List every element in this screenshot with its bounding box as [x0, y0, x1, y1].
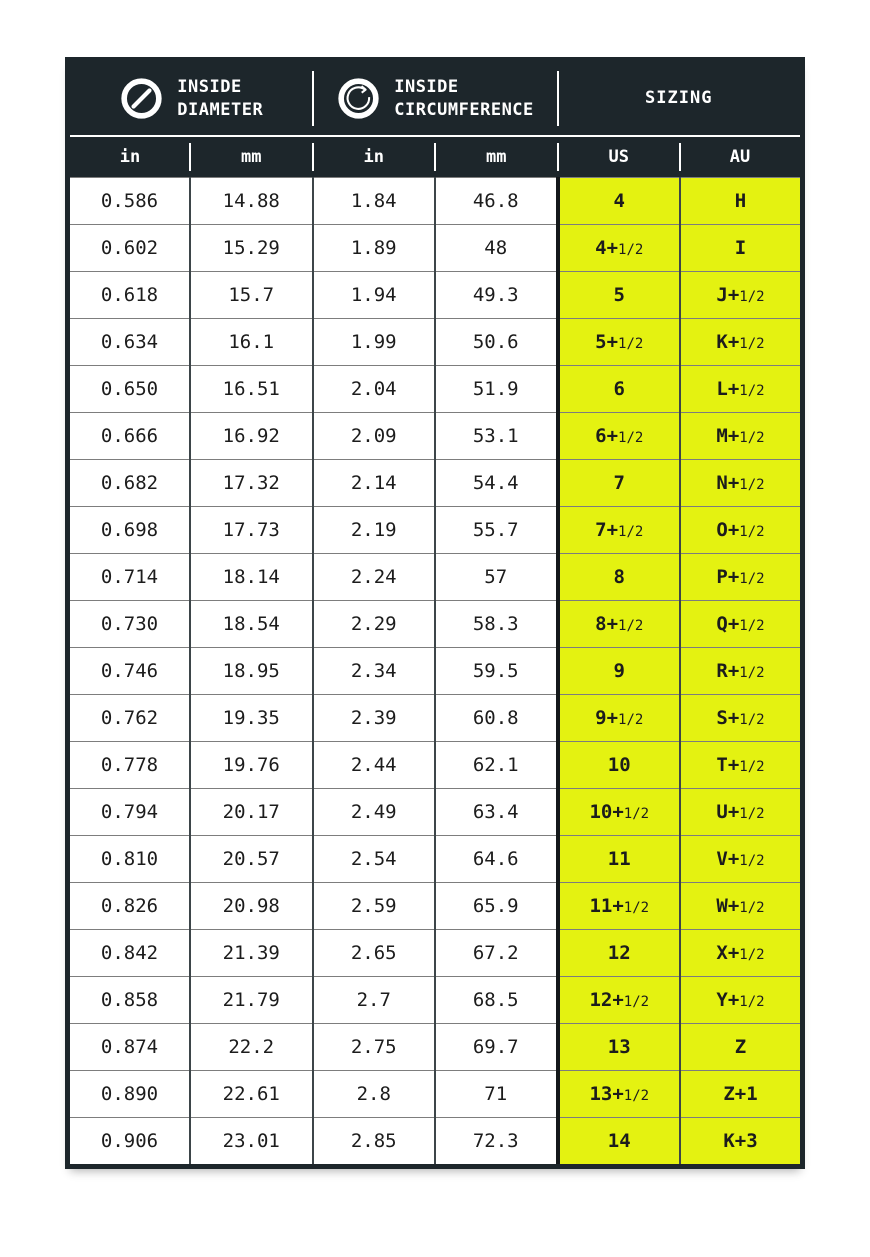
cell-inside-circumference-in: 2.49	[313, 789, 436, 836]
cell-size-us: 12	[558, 930, 681, 977]
cell-size-au: H	[680, 178, 803, 225]
cell-size-us: 8+1/2	[558, 601, 681, 648]
table-row	[68, 413, 803, 460]
cell-inside-diameter-mm: 19.35	[190, 695, 313, 742]
cell-size-au: W+1/2	[680, 883, 803, 930]
cell-inside-circumference-in: 2.34	[313, 648, 436, 695]
cell-size-us: 12+1/2	[558, 977, 681, 1024]
cell-inside-circumference-mm: 48	[435, 225, 558, 272]
table-row	[68, 601, 803, 648]
cell-inside-circumference-in: 2.09	[313, 413, 436, 460]
cell-inside-diameter-in: 0.762	[68, 695, 191, 742]
cell-size-au: U+1/2	[680, 789, 803, 836]
cell-size-us: 14	[558, 1118, 681, 1167]
table-row	[68, 225, 803, 272]
table-row	[68, 178, 803, 225]
cell-inside-circumference-in: 2.19	[313, 507, 436, 554]
cell-size-au: M+1/2	[680, 413, 803, 460]
header-inside-diameter	[68, 60, 313, 137]
cell-size-au: P+1/2	[680, 554, 803, 601]
cell-inside-circumference-in: 1.94	[313, 272, 436, 319]
table-row	[68, 742, 803, 789]
cell-inside-circumference-mm: 50.6	[435, 319, 558, 366]
cell-inside-diameter-in: 0.730	[68, 601, 191, 648]
table-row	[68, 554, 803, 601]
ring-size-table	[65, 57, 805, 1169]
header-label-line: DIAMETER	[177, 99, 264, 120]
cell-inside-circumference-in: 2.7	[313, 977, 436, 1024]
header-inside-circumference-label	[394, 76, 534, 120]
table-row	[68, 930, 803, 977]
cell-inside-diameter-mm: 21.79	[190, 977, 313, 1024]
cell-inside-diameter-mm: 15.7	[190, 272, 313, 319]
cell-inside-circumference-mm: 54.4	[435, 460, 558, 507]
header-label-line: CIRCUMFERENCE	[394, 99, 534, 120]
cell-inside-diameter-mm: 16.92	[190, 413, 313, 460]
column-header-diameter-mm: mm	[190, 136, 313, 178]
cell-inside-diameter-mm: 18.54	[190, 601, 313, 648]
cell-size-au: L+1/2	[680, 366, 803, 413]
cell-inside-diameter-in: 0.794	[68, 789, 191, 836]
cell-size-au: Q+1/2	[680, 601, 803, 648]
cell-inside-circumference-in: 2.75	[313, 1024, 436, 1071]
cell-inside-diameter-in: 0.842	[68, 930, 191, 977]
column-header-circumference-mm: mm	[435, 136, 558, 178]
cell-inside-diameter-mm: 22.2	[190, 1024, 313, 1071]
cell-inside-circumference-in: 2.59	[313, 883, 436, 930]
table-header	[68, 60, 803, 178]
cell-size-us: 6+1/2	[558, 413, 681, 460]
cell-size-us: 11	[558, 836, 681, 883]
cell-size-us: 10+1/2	[558, 789, 681, 836]
cell-inside-diameter-mm: 19.76	[190, 742, 313, 789]
cell-size-au: J+1/2	[680, 272, 803, 319]
cell-size-us: 5	[558, 272, 681, 319]
header-label-line: INSIDE	[177, 77, 242, 98]
header-inside-diameter-label	[177, 76, 263, 120]
table-row	[68, 460, 803, 507]
cell-inside-diameter-in: 0.874	[68, 1024, 191, 1071]
header-label-line: INSIDE	[394, 77, 459, 98]
cell-inside-diameter-mm: 20.98	[190, 883, 313, 930]
header-sub-row	[68, 136, 803, 178]
circumference-icon	[336, 76, 381, 121]
header-group-row	[68, 60, 803, 137]
cell-size-au: K+1/2	[680, 319, 803, 366]
table-row	[68, 883, 803, 930]
cell-inside-circumference-mm: 53.1	[435, 413, 558, 460]
cell-inside-diameter-mm: 14.88	[190, 178, 313, 225]
table-row	[68, 695, 803, 742]
cell-size-us: 5+1/2	[558, 319, 681, 366]
column-header-circumference-in: in	[313, 136, 436, 178]
cell-inside-diameter-in: 0.682	[68, 460, 191, 507]
diameter-icon	[119, 76, 164, 121]
cell-size-au: V+1/2	[680, 836, 803, 883]
cell-inside-circumference-in: 2.39	[313, 695, 436, 742]
cell-inside-diameter-in: 0.858	[68, 977, 191, 1024]
table-row	[68, 1024, 803, 1071]
cell-inside-diameter-in: 0.650	[68, 366, 191, 413]
header-sizing	[558, 60, 803, 137]
cell-size-us: 10	[558, 742, 681, 789]
cell-inside-diameter-mm: 20.17	[190, 789, 313, 836]
cell-inside-circumference-mm: 71	[435, 1071, 558, 1118]
cell-inside-diameter-mm: 20.57	[190, 836, 313, 883]
cell-size-au: O+1/2	[680, 507, 803, 554]
cell-size-au: Y+1/2	[680, 977, 803, 1024]
table-row	[68, 1118, 803, 1167]
cell-inside-circumference-in: 2.8	[313, 1071, 436, 1118]
table-row	[68, 507, 803, 554]
column-header-us: US	[558, 136, 681, 178]
cell-size-us: 13	[558, 1024, 681, 1071]
cell-inside-circumference-in: 2.24	[313, 554, 436, 601]
cell-inside-diameter-in: 0.634	[68, 319, 191, 366]
cell-inside-diameter-in: 0.666	[68, 413, 191, 460]
table-row	[68, 1071, 803, 1118]
cell-size-us: 4+1/2	[558, 225, 681, 272]
cell-inside-circumference-in: 2.85	[313, 1118, 436, 1167]
cell-inside-diameter-in: 0.586	[68, 178, 191, 225]
cell-inside-diameter-mm: 16.51	[190, 366, 313, 413]
cell-size-us: 7	[558, 460, 681, 507]
cell-inside-circumference-mm: 67.2	[435, 930, 558, 977]
cell-inside-circumference-in: 2.14	[313, 460, 436, 507]
cell-inside-circumference-mm: 68.5	[435, 977, 558, 1024]
cell-inside-diameter-mm: 17.32	[190, 460, 313, 507]
cell-size-au: I	[680, 225, 803, 272]
cell-size-au: N+1/2	[680, 460, 803, 507]
cell-inside-circumference-mm: 51.9	[435, 366, 558, 413]
cell-inside-circumference-mm: 62.1	[435, 742, 558, 789]
cell-inside-diameter-in: 0.778	[68, 742, 191, 789]
column-header-au: AU	[680, 136, 803, 178]
cell-size-us: 9+1/2	[558, 695, 681, 742]
cell-inside-diameter-in: 0.714	[68, 554, 191, 601]
table-row	[68, 648, 803, 695]
cell-inside-circumference-mm: 57	[435, 554, 558, 601]
cell-inside-circumference-mm: 69.7	[435, 1024, 558, 1071]
cell-inside-circumference-mm: 58.3	[435, 601, 558, 648]
cell-inside-circumference-mm: 59.5	[435, 648, 558, 695]
cell-inside-circumference-mm: 72.3	[435, 1118, 558, 1167]
cell-size-au: X+1/2	[680, 930, 803, 977]
cell-inside-diameter-in: 0.602	[68, 225, 191, 272]
cell-inside-diameter-in: 0.618	[68, 272, 191, 319]
table-row	[68, 366, 803, 413]
table-row	[68, 272, 803, 319]
cell-size-au: R+1/2	[680, 648, 803, 695]
table-row	[68, 789, 803, 836]
cell-size-au: T+1/2	[680, 742, 803, 789]
cell-inside-circumference-in: 1.89	[313, 225, 436, 272]
cell-inside-circumference-mm: 65.9	[435, 883, 558, 930]
cell-inside-circumference-mm: 63.4	[435, 789, 558, 836]
column-header-diameter-in: in	[68, 136, 191, 178]
cell-inside-diameter-in: 0.746	[68, 648, 191, 695]
header-sizing-label: SIZING	[645, 88, 713, 109]
ring-size-chart	[65, 57, 805, 1169]
cell-size-us: 6	[558, 366, 681, 413]
cell-inside-circumference-in: 2.04	[313, 366, 436, 413]
cell-size-us: 7+1/2	[558, 507, 681, 554]
cell-inside-diameter-mm: 18.14	[190, 554, 313, 601]
cell-size-au: Z	[680, 1024, 803, 1071]
table-row	[68, 319, 803, 366]
cell-inside-circumference-in: 2.54	[313, 836, 436, 883]
cell-inside-diameter-in: 0.698	[68, 507, 191, 554]
cell-inside-circumference-mm: 64.6	[435, 836, 558, 883]
cell-inside-circumference-mm: 46.8	[435, 178, 558, 225]
cell-inside-circumference-mm: 60.8	[435, 695, 558, 742]
cell-size-au: K+3	[680, 1118, 803, 1167]
cell-inside-diameter-mm: 18.95	[190, 648, 313, 695]
cell-size-us: 13+1/2	[558, 1071, 681, 1118]
cell-inside-circumference-in: 2.44	[313, 742, 436, 789]
header-inside-circumference	[313, 60, 558, 137]
cell-inside-diameter-mm: 15.29	[190, 225, 313, 272]
cell-inside-diameter-mm: 22.61	[190, 1071, 313, 1118]
cell-inside-diameter-mm: 23.01	[190, 1118, 313, 1167]
cell-inside-diameter-mm: 21.39	[190, 930, 313, 977]
cell-size-au: Z+1	[680, 1071, 803, 1118]
cell-size-us: 4	[558, 178, 681, 225]
cell-inside-diameter-in: 0.890	[68, 1071, 191, 1118]
table-row	[68, 977, 803, 1024]
cell-inside-diameter-in: 0.810	[68, 836, 191, 883]
cell-inside-diameter-mm: 16.1	[190, 319, 313, 366]
cell-inside-circumference-in: 2.65	[313, 930, 436, 977]
table-row	[68, 836, 803, 883]
cell-inside-circumference-in: 2.29	[313, 601, 436, 648]
table-body	[68, 178, 803, 1167]
cell-size-au: S+1/2	[680, 695, 803, 742]
cell-inside-diameter-in: 0.826	[68, 883, 191, 930]
cell-size-us: 11+1/2	[558, 883, 681, 930]
cell-inside-diameter-mm: 17.73	[190, 507, 313, 554]
cell-inside-circumference-mm: 55.7	[435, 507, 558, 554]
cell-inside-diameter-in: 0.906	[68, 1118, 191, 1167]
cell-inside-circumference-in: 1.84	[313, 178, 436, 225]
cell-inside-circumference-mm: 49.3	[435, 272, 558, 319]
cell-size-us: 9	[558, 648, 681, 695]
cell-inside-circumference-in: 1.99	[313, 319, 436, 366]
cell-size-us: 8	[558, 554, 681, 601]
